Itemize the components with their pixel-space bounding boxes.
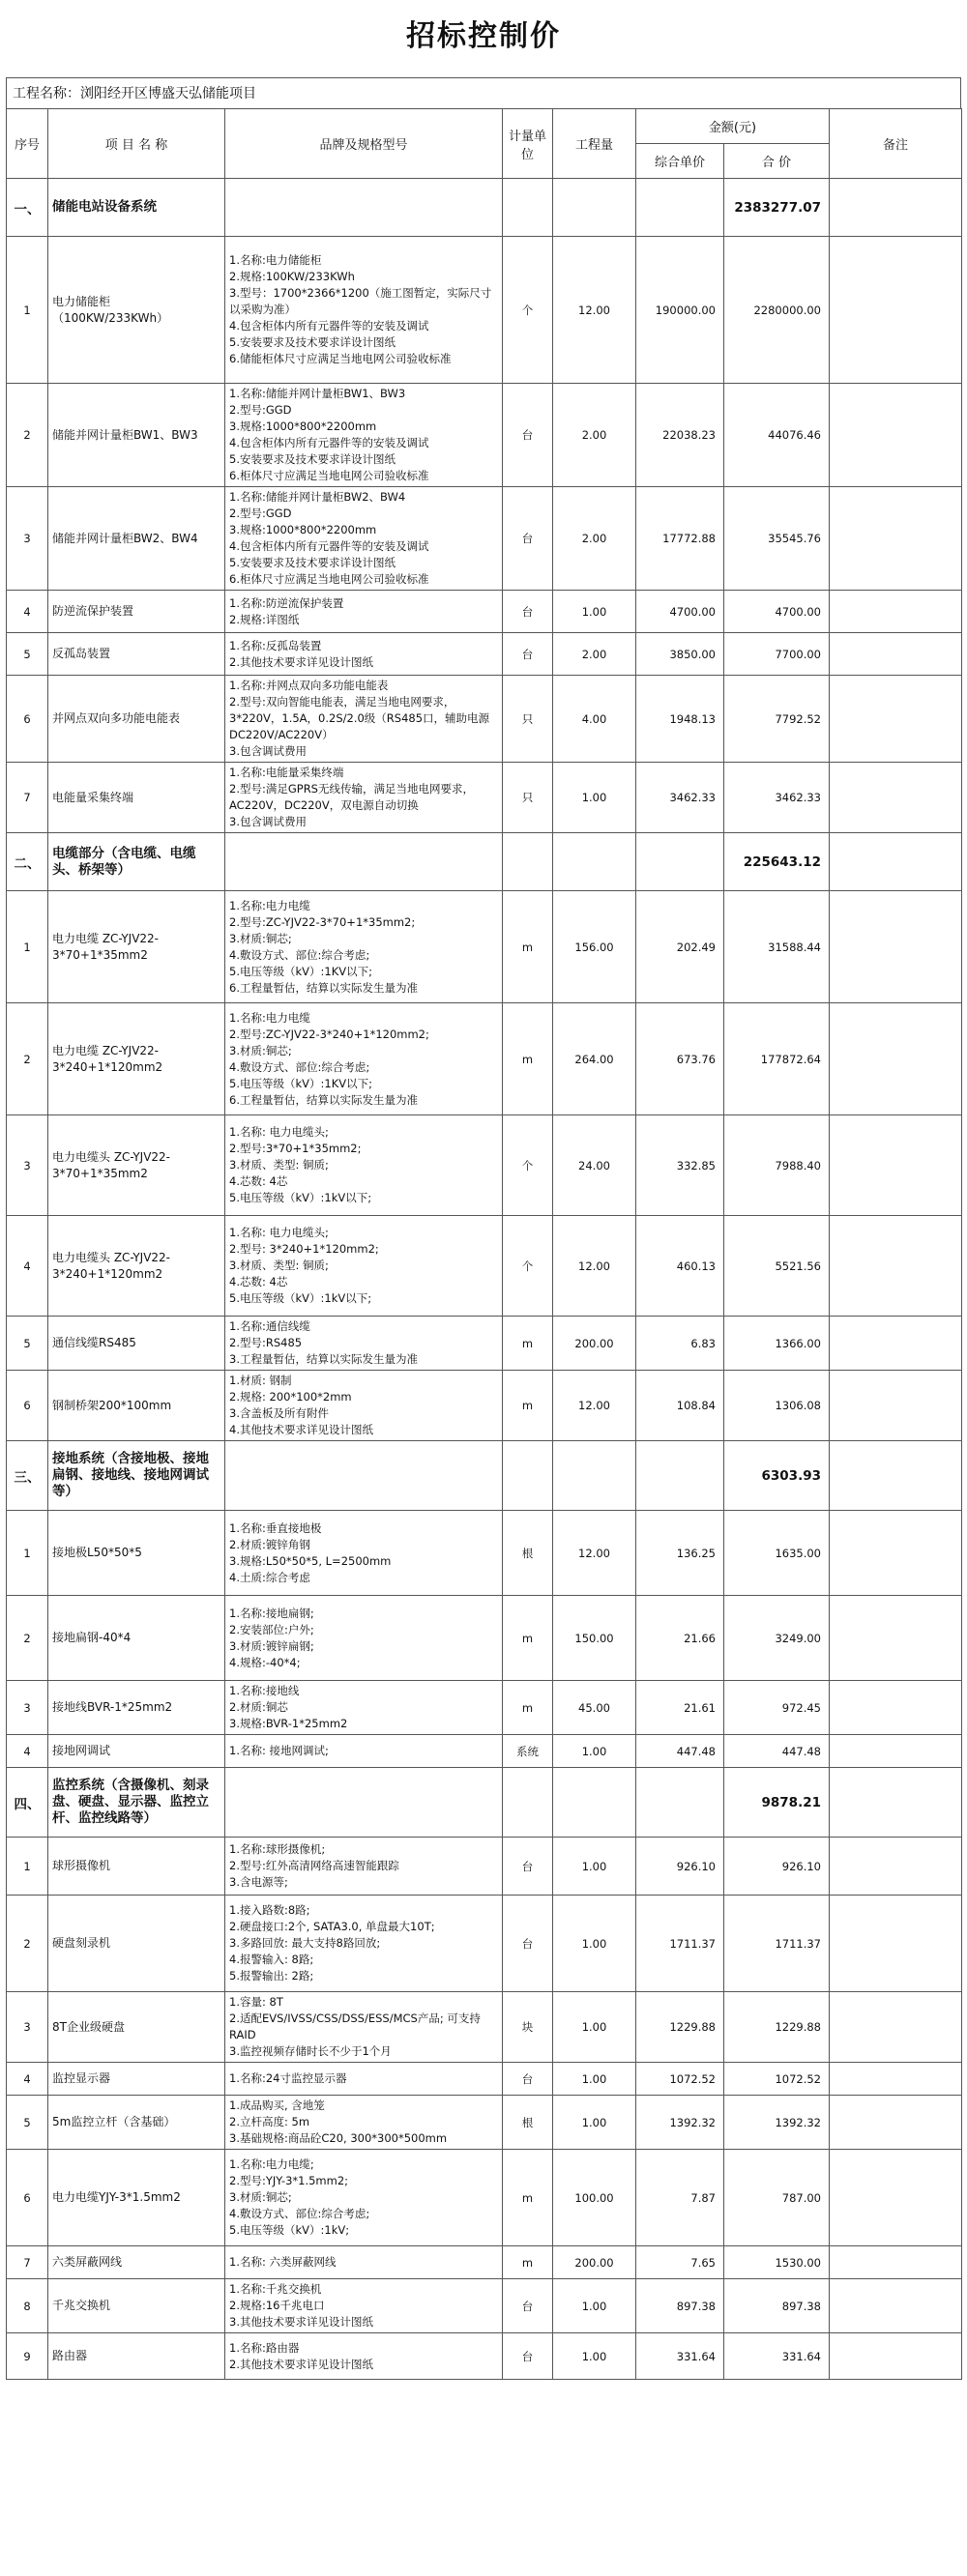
item-spec: 1.名称:24寸监控显示器 (225, 2063, 503, 2096)
table-row (7, 1003, 962, 1115)
item-unit: 台 (503, 591, 553, 633)
item-remark (830, 1371, 962, 1441)
table-row (7, 891, 962, 1003)
item-remark (830, 591, 962, 633)
item-price: 331.64 (636, 2333, 724, 2380)
item-remark (830, 1681, 962, 1735)
item-seq: 6 (7, 676, 48, 763)
table-row (7, 487, 962, 591)
table-row (7, 2063, 962, 2096)
table-row (7, 2279, 962, 2333)
item-unit: 台 (503, 2063, 553, 2096)
item-remark (830, 1115, 962, 1216)
item-remark (830, 2096, 962, 2150)
item-spec: 1.容量: 8T 2.适配EVS/IVSS/CSS/DSS/ESS/MCS产品; 可支持RAID 3.监控视频存储时长不少于1个月 (225, 1992, 503, 2063)
project-name: 工程名称：浏阳经开区博盛天弘储能项目 (6, 77, 961, 108)
section-remark (830, 179, 962, 237)
item-seq: 3 (7, 1115, 48, 1216)
item-qty: 1.00 (553, 1735, 636, 1768)
table-row (7, 676, 962, 763)
item-seq: 1 (7, 1511, 48, 1596)
item-qty: 1.00 (553, 1838, 636, 1896)
table-row (7, 1216, 962, 1317)
item-name: 电力电缆YJY-3*1.5mm2 (48, 2150, 225, 2246)
item-total: 926.10 (724, 1838, 830, 1896)
section-spec (225, 833, 503, 891)
item-qty: 2.00 (553, 487, 636, 591)
section-qty (553, 833, 636, 891)
item-total: 7700.00 (724, 633, 830, 676)
table-row (7, 237, 962, 384)
item-total: 5521.56 (724, 1216, 830, 1317)
section-seq: 一、 (7, 179, 48, 237)
item-remark (830, 891, 962, 1003)
item-qty: 1.00 (553, 2063, 636, 2096)
item-name: 储能并网计量柜BW2、BW4 (48, 487, 225, 591)
item-remark (830, 2150, 962, 2246)
item-total: 1711.37 (724, 1896, 830, 1992)
item-spec: 1.名称: 接地网调试; (225, 1735, 503, 1768)
item-spec: 1.名称: 电力电缆头; 2.型号:3*70+1*35mm2; 3.材质、类型: 铜质; 4.芯数: 4芯 5.电压等级（kV）:1kV以下; (225, 1115, 503, 1216)
item-price: 21.61 (636, 1681, 724, 1735)
item-seq: 6 (7, 2150, 48, 2246)
item-remark (830, 2063, 962, 2096)
item-price: 7.87 (636, 2150, 724, 2246)
item-spec: 1.名称:反孤岛装置 2.其他技术要求详见设计图纸 (225, 633, 503, 676)
item-price: 21.66 (636, 1596, 724, 1681)
item-unit: 个 (503, 1216, 553, 1317)
item-remark (830, 1317, 962, 1371)
item-unit: 台 (503, 2333, 553, 2380)
item-qty: 1.00 (553, 2333, 636, 2380)
section-qty (553, 1768, 636, 1838)
item-price: 897.38 (636, 2279, 724, 2333)
item-name: 电力储能柜 （100KW/233KWh） (48, 237, 225, 384)
section-total: 9878.21 (724, 1768, 830, 1838)
item-seq: 2 (7, 1896, 48, 1992)
item-seq: 4 (7, 591, 48, 633)
section-qty (553, 179, 636, 237)
item-unit: 台 (503, 633, 553, 676)
section-remark (830, 833, 962, 891)
table-row (7, 1596, 962, 1681)
section-total: 2383277.07 (724, 179, 830, 237)
item-name: 路由器 (48, 2333, 225, 2380)
item-spec: 1.名称:电力储能柜 2.规格:100KW/233KWh 3.型号：1700*2366*1200（施工图暂定，实际尺寸以采购为准） 4.包含柜体内所有元器件等的安装及调试 5.安装要求及技术要求详设计图纸 6.储能柜体尺寸应满足当地电网公司验收标准 (225, 237, 503, 384)
item-name: 球形摄像机 (48, 1838, 225, 1896)
item-unit: m (503, 1681, 553, 1735)
item-seq: 1 (7, 1838, 48, 1896)
item-seq: 8 (7, 2279, 48, 2333)
item-price: 926.10 (636, 1838, 724, 1896)
item-unit: m (503, 1371, 553, 1441)
header-spec: 品牌及规格型号 (225, 109, 503, 179)
item-remark (830, 384, 962, 487)
table-row (7, 1317, 962, 1371)
header-name: 项 目 名 称 (48, 109, 225, 179)
section-total: 6303.93 (724, 1441, 830, 1511)
table-row (7, 1681, 962, 1735)
section-row (7, 1768, 962, 1838)
item-price: 202.49 (636, 891, 724, 1003)
section-qty (553, 1441, 636, 1511)
item-price: 1392.32 (636, 2096, 724, 2150)
item-total: 447.48 (724, 1735, 830, 1768)
item-total: 972.45 (724, 1681, 830, 1735)
section-unit (503, 833, 553, 891)
item-unit: 只 (503, 676, 553, 763)
item-seq: 4 (7, 1216, 48, 1317)
item-unit: 台 (503, 384, 553, 487)
section-title: 电缆部分（含电缆、电缆头、桥架等） (48, 833, 225, 891)
item-price: 1229.88 (636, 1992, 724, 2063)
item-unit: m (503, 2150, 553, 2246)
item-seq: 5 (7, 633, 48, 676)
section-price (636, 1768, 724, 1838)
item-name: 8T企业级硬盘 (48, 1992, 225, 2063)
item-price: 332.85 (636, 1115, 724, 1216)
section-spec (225, 179, 503, 237)
item-qty: 2.00 (553, 384, 636, 487)
item-seq: 2 (7, 384, 48, 487)
section-title: 储能电站设备系统 (48, 179, 225, 237)
item-price: 673.76 (636, 1003, 724, 1115)
item-unit: m (503, 1596, 553, 1681)
item-spec: 1.名称:储能并网计量柜BW2、BW4 2.型号:GGD 3.规格:1000*800*2200mm 4.包含柜体内所有元器件等的安装及调试 5.安装要求及技术要求详设计图纸 6.柜体尺寸应满足当地电网公司验收标准 (225, 487, 503, 591)
bid-price-table (6, 108, 962, 2380)
header-qty: 工程量 (553, 109, 636, 179)
item-seq: 4 (7, 1735, 48, 1768)
table-row (7, 2150, 962, 2246)
table-row (7, 1992, 962, 2063)
item-total: 44076.46 (724, 384, 830, 487)
item-remark (830, 1216, 962, 1317)
item-qty: 200.00 (553, 1317, 636, 1371)
item-total: 1530.00 (724, 2246, 830, 2279)
page-title: 招标控制价 (406, 19, 561, 53)
item-price: 1711.37 (636, 1896, 724, 1992)
item-unit: 只 (503, 763, 553, 833)
item-name: 电力电缆头 ZC-YJV22-3*70+1*35mm2 (48, 1115, 225, 1216)
item-name: 反孤岛装置 (48, 633, 225, 676)
section-title: 监控系统（含摄像机、刻录盘、硬盘、显示器、监控立杆、监控线路等） (48, 1768, 225, 1838)
item-remark (830, 763, 962, 833)
item-spec: 1.名称:球形摄像机; 2.型号:红外高清网络高速智能跟踪 3.含电源等; (225, 1838, 503, 1896)
section-title: 接地系统（含接地极、接地扁钢、接地线、接地网调试等） (48, 1441, 225, 1511)
item-total: 1635.00 (724, 1511, 830, 1596)
item-total: 1229.88 (724, 1992, 830, 2063)
item-spec: 1.名称:通信线缆 2.型号:RS485 3.工程量暂估，结算以实际发生量为准 (225, 1317, 503, 1371)
item-price: 447.48 (636, 1735, 724, 1768)
item-seq: 7 (7, 763, 48, 833)
item-qty: 1.00 (553, 1992, 636, 2063)
item-remark (830, 1838, 962, 1896)
item-seq: 9 (7, 2333, 48, 2380)
item-spec: 1.名称:接地线 2.材质:铜芯 3.规格:BVR-1*25mm2 (225, 1681, 503, 1735)
item-seq: 3 (7, 487, 48, 591)
item-qty: 1.00 (553, 2096, 636, 2150)
item-seq: 4 (7, 2063, 48, 2096)
item-unit: 台 (503, 487, 553, 591)
item-qty: 1.00 (553, 591, 636, 633)
item-unit: 台 (503, 1896, 553, 1992)
item-price: 22038.23 (636, 384, 724, 487)
item-qty: 156.00 (553, 891, 636, 1003)
item-seq: 2 (7, 1003, 48, 1115)
item-unit: 个 (503, 1115, 553, 1216)
table-row (7, 2096, 962, 2150)
item-total: 1392.32 (724, 2096, 830, 2150)
table-row (7, 633, 962, 676)
item-unit: m (503, 1317, 553, 1371)
item-remark (830, 487, 962, 591)
item-spec: 1.名称:储能并网计量柜BW1、BW3 2.型号:GGD 3.规格:1000*800*2200mm 4.包含柜体内所有元器件等的安装及调试 5.安装要求及技术要求详设计图纸 6.柜体尺寸应满足当地电网公司验收标准 (225, 384, 503, 487)
item-price: 6.83 (636, 1317, 724, 1371)
item-unit: m (503, 1003, 553, 1115)
item-qty: 24.00 (553, 1115, 636, 1216)
section-price (636, 833, 724, 891)
table-row (7, 1115, 962, 1216)
item-qty: 2.00 (553, 633, 636, 676)
item-spec: 1.名称: 电力电缆头; 2.型号: 3*240+1*120mm2; 3.材质、类型: 铜质; 4.芯数: 4芯 5.电压等级（kV）:1kV以下; (225, 1216, 503, 1317)
item-remark (830, 1735, 962, 1768)
item-qty: 1.00 (553, 1896, 636, 1992)
section-row (7, 1441, 962, 1511)
item-remark (830, 237, 962, 384)
table-row (7, 1896, 962, 1992)
table-row (7, 2333, 962, 2380)
item-spec: 1.名称:千兆交换机 2.规格:16千兆电口 3.其他技术要求详见设计图纸 (225, 2279, 503, 2333)
item-total: 787.00 (724, 2150, 830, 2246)
item-total: 7792.52 (724, 676, 830, 763)
table-row (7, 1371, 962, 1441)
item-name: 接地线BVR-1*25mm2 (48, 1681, 225, 1735)
item-name: 电力电缆头 ZC-YJV22-3*240+1*120mm2 (48, 1216, 225, 1317)
item-total: 35545.76 (724, 487, 830, 591)
item-remark (830, 1511, 962, 1596)
item-name: 千兆交换机 (48, 2279, 225, 2333)
header-remark: 备注 (830, 109, 962, 179)
item-spec: 1.名称:防逆流保护装置 2.规格:详图纸 (225, 591, 503, 633)
item-spec: 1.接入路数:8路; 2.硬盘接口:2个, SATA3.0, 单盘最大10T; 3.多路回放: 最大支持8路回放; 4.报警输入: 8路; 5.报警输出: 2路; (225, 1896, 503, 1992)
item-name: 接地扁钢-40*4 (48, 1596, 225, 1681)
item-unit: 系统 (503, 1735, 553, 1768)
item-name: 钢制桥架200*100mm (48, 1371, 225, 1441)
item-seq: 5 (7, 1317, 48, 1371)
item-spec: 1.名称:电力电缆 2.型号:ZC-YJV22-3*240+1*120mm2; 3.材质:铜芯; 4.敷设方式、部位:综合考虑; 5.电压等级（kV）:1KV以下; 6.工程量暂估，结算以实际发生量为准 (225, 1003, 503, 1115)
table-row (7, 2246, 962, 2279)
item-qty: 12.00 (553, 1511, 636, 1596)
item-remark (830, 2279, 962, 2333)
item-price: 3462.33 (636, 763, 724, 833)
item-qty: 12.00 (553, 1216, 636, 1317)
table-row (7, 384, 962, 487)
header-seq: 序号 (7, 109, 48, 179)
item-remark (830, 633, 962, 676)
item-name: 接地极L50*50*5 (48, 1511, 225, 1596)
item-name: 并网点双向多功能电能表 (48, 676, 225, 763)
item-unit: 根 (503, 1511, 553, 1596)
item-price: 136.25 (636, 1511, 724, 1596)
item-unit: 块 (503, 1992, 553, 2063)
item-spec: 1.成品购买, 含地笼 2.立杆高度: 5m 3.基础规格:商品砼C20, 300*300*500mm (225, 2096, 503, 2150)
item-total: 3462.33 (724, 763, 830, 833)
section-spec (225, 1768, 503, 1838)
item-price: 108.84 (636, 1371, 724, 1441)
table-row (7, 1838, 962, 1896)
section-unit (503, 1768, 553, 1838)
section-seq: 二、 (7, 833, 48, 891)
item-spec: 1.名称:接地扁钢; 2.安装部位:户外; 3.材质:镀锌扁钢; 4.规格:-40*4; (225, 1596, 503, 1681)
item-qty: 12.00 (553, 237, 636, 384)
section-remark (830, 1441, 962, 1511)
item-price: 17772.88 (636, 487, 724, 591)
table-row (7, 1735, 962, 1768)
item-qty: 200.00 (553, 2246, 636, 2279)
item-name: 硬盘刻录机 (48, 1896, 225, 1992)
item-seq: 3 (7, 1992, 48, 2063)
item-price: 190000.00 (636, 237, 724, 384)
item-unit: 台 (503, 2279, 553, 2333)
item-seq: 3 (7, 1681, 48, 1735)
item-unit: 根 (503, 2096, 553, 2150)
item-spec: 1.材质: 钢制 2.规格: 200*100*2mm 3.含盖板及所有附件 4.其他技术要求详见设计图纸 (225, 1371, 503, 1441)
header-price: 综合单价 (636, 144, 724, 179)
item-spec: 1.名称:电力电缆 2.型号:ZC-YJV22-3*70+1*35mm2; 3.材质:铜芯; 4.敷设方式、部位:综合考虑; 5.电压等级（kV）:1KV以下; 6.工程量暂估，结算以实际发生量为准 (225, 891, 503, 1003)
item-qty: 45.00 (553, 1681, 636, 1735)
item-spec: 1.名称:垂直接地极 2.材质:镀锌角钢 3.规格:L50*50*5, L=2500mm 4.土质:综合考虑 (225, 1511, 503, 1596)
item-seq: 1 (7, 237, 48, 384)
item-total: 4700.00 (724, 591, 830, 633)
item-qty: 12.00 (553, 1371, 636, 1441)
header-amount: 金额(元) (636, 109, 830, 144)
item-price: 460.13 (636, 1216, 724, 1317)
item-name: 电力电缆 ZC-YJV22-3*70+1*35mm2 (48, 891, 225, 1003)
item-remark (830, 1596, 962, 1681)
item-name: 5m监控立杆（含基础） (48, 2096, 225, 2150)
item-unit: 台 (503, 1838, 553, 1896)
section-price (636, 179, 724, 237)
item-unit: m (503, 2246, 553, 2279)
section-seq: 三、 (7, 1441, 48, 1511)
item-qty: 100.00 (553, 2150, 636, 2246)
item-remark (830, 2333, 962, 2380)
item-spec: 1.名称: 六类屏蔽网线 (225, 2246, 503, 2279)
item-remark (830, 2246, 962, 2279)
item-remark (830, 676, 962, 763)
item-seq: 7 (7, 2246, 48, 2279)
item-name: 储能并网计量柜BW1、BW3 (48, 384, 225, 487)
item-price: 4700.00 (636, 591, 724, 633)
item-seq: 6 (7, 1371, 48, 1441)
item-total: 331.64 (724, 2333, 830, 2380)
item-price: 7.65 (636, 2246, 724, 2279)
item-name: 六类屏蔽网线 (48, 2246, 225, 2279)
item-total: 2280000.00 (724, 237, 830, 384)
item-spec: 1.名称:电能量采集终端 2.型号:满足GPRS无线传输，满足当地电网要求，AC220V，DC220V，双电源自动切换 3.包含调试费用 (225, 763, 503, 833)
section-seq: 四、 (7, 1768, 48, 1838)
item-price: 1948.13 (636, 676, 724, 763)
item-qty: 1.00 (553, 763, 636, 833)
item-qty: 264.00 (553, 1003, 636, 1115)
section-unit (503, 1441, 553, 1511)
item-spec: 1.名称:路由器 2.其他技术要求详见设计图纸 (225, 2333, 503, 2380)
header-total: 合 价 (724, 144, 830, 179)
item-name: 电力电缆 ZC-YJV22-3*240+1*120mm2 (48, 1003, 225, 1115)
item-name: 通信线缆RS485 (48, 1317, 225, 1371)
item-remark (830, 1992, 962, 2063)
item-qty: 1.00 (553, 2279, 636, 2333)
section-unit (503, 179, 553, 237)
item-total: 177872.64 (724, 1003, 830, 1115)
section-row (7, 179, 962, 237)
item-price: 3850.00 (636, 633, 724, 676)
item-total: 897.38 (724, 2279, 830, 2333)
section-price (636, 1441, 724, 1511)
table-row (7, 591, 962, 633)
item-qty: 4.00 (553, 676, 636, 763)
section-remark (830, 1768, 962, 1838)
section-spec (225, 1441, 503, 1511)
item-seq: 5 (7, 2096, 48, 2150)
item-remark (830, 1896, 962, 1992)
item-total: 1072.52 (724, 2063, 830, 2096)
item-total: 1366.00 (724, 1317, 830, 1371)
section-total: 225643.12 (724, 833, 830, 891)
item-name: 接地网调试 (48, 1735, 225, 1768)
item-spec: 1.名称:并网点双向多功能电能表 2.型号:双向智能电能表，满足当地电网要求，3*220V，1.5A，0.2S/2.0级（RS485口，辅助电源DC220V/AC220V） 3.包含调试费用 (225, 676, 503, 763)
item-remark (830, 1003, 962, 1115)
item-total: 1306.08 (724, 1371, 830, 1441)
section-row (7, 833, 962, 891)
table-row (7, 1511, 962, 1596)
item-seq: 2 (7, 1596, 48, 1681)
item-qty: 150.00 (553, 1596, 636, 1681)
item-total: 31588.44 (724, 891, 830, 1003)
item-total: 7988.40 (724, 1115, 830, 1216)
item-unit: m (503, 891, 553, 1003)
item-name: 电能量采集终端 (48, 763, 225, 833)
item-spec: 1.名称:电力电缆; 2.型号:YJY-3*1.5mm2; 3.材质:铜芯; 4.敷设方式、部位:综合考虑; 5.电压等级（kV）:1kV; (225, 2150, 503, 2246)
table-row (7, 763, 962, 833)
item-total: 3249.00 (724, 1596, 830, 1681)
item-name: 防逆流保护装置 (48, 591, 225, 633)
header-unit: 计量单位 (503, 109, 553, 179)
item-seq: 1 (7, 891, 48, 1003)
item-name: 监控显示器 (48, 2063, 225, 2096)
item-unit: 个 (503, 237, 553, 384)
item-price: 1072.52 (636, 2063, 724, 2096)
